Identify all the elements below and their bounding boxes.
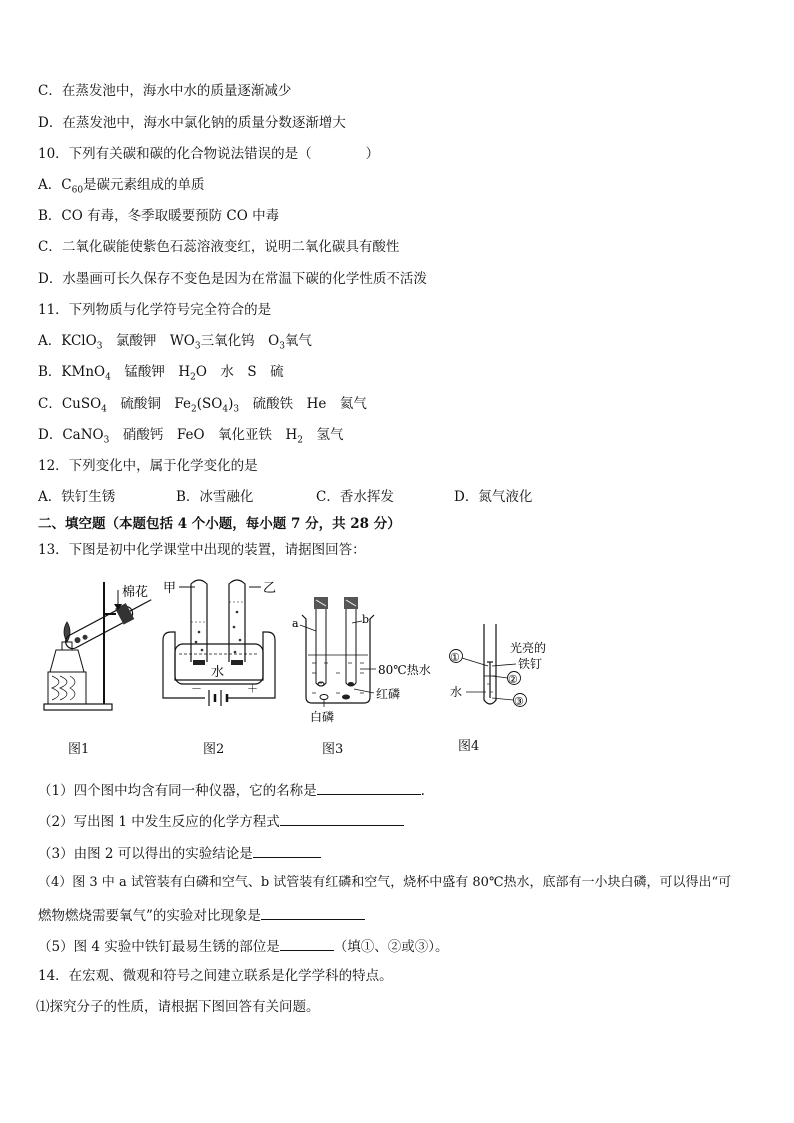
q9-option-d: D．在蒸发池中，海水中氯化钠的质量分数逐渐增大 [38,115,346,131]
q9-option-c: C．在蒸发池中，海水中水的质量逐渐减少 [38,83,292,99]
fig4-bright-label-2: 铁钉 [518,657,543,671]
q12-stem: 12．下列变化中，属于化学变化的是 [38,458,258,474]
q12-option-a: A．铁钉生锈 [38,489,116,505]
q13-stem: 13．下图是初中化学课堂中出现的装置，请据图回答： [38,542,366,558]
q13-sub3-blank[interactable] [253,843,321,858]
q12-option-c: C．香水挥发 [316,489,394,505]
fig3-hot-water-label: 80℃热水 [378,663,431,677]
q13-sub5: （5）图 4 实验中铁钉最易生锈的部位是 （填①、②或③）。 [38,936,449,956]
q13-sub4-blank[interactable] [261,905,365,920]
q12-options [38,488,532,506]
fig2-jia-label: 甲 [163,581,177,596]
section-heading: 二、填空题（本题包括 4 个小题，每小题 7 分，共 28 分） [38,516,401,532]
q11-option-c: C．CuSO$_4$ 硫酸铜 $Fe_2(SO_4)_3$ 硫酸铁 He 氦气 [38,396,367,415]
q11-option-d: D．CaNO$_3$ 硝酸钙 FeO 氧化亚铁 $H_2$ 氢气 [38,427,344,446]
q10-option-a: A．$C_{60}$是碳元素组成的单质 [38,177,205,196]
fig4-water-label: 水 [450,685,463,699]
fig2-caption: 图2 [203,742,225,757]
figure-2-electrolysis [155,572,290,722]
q13-sub2: （2）写出图 1 中发生反应的化学方程式 [38,811,404,831]
q13-sub3: （3）由图 2 可以得出的实验结论是 [38,843,321,863]
q14-sub1: ⑴探究分子的性质，请根据下图回答有关问题。 [36,999,320,1015]
figure-1-heating-apparatus [40,572,160,722]
q13-sub5-blank[interactable] [280,936,334,951]
fig4-bright-label-1: 光亮的 [510,641,547,655]
q10-option-d: D．水墨画可长久保存不变色是因为在常温下碳的化学性质不活泼 [38,271,427,287]
fig2-water-label: 水 [211,665,225,680]
fig3-white-phosphorus-label: 白磷 [310,710,335,724]
q14-stem: 14．在宏观、微观和符号之间建立联系是化学学科的特点。 [38,968,393,984]
q13-sub2-blank[interactable] [280,811,404,826]
q11-option-a: A．KClO$_3$ 氯酸钾 $WO_3$三氧化钨 $O_3$氧气 [38,333,312,352]
fig2-minus-label: － [191,682,202,695]
fig1-cotton-label: 棉花 [122,585,149,600]
fig4-position-3: ③ [514,695,524,708]
fig1-caption: 图1 [68,742,90,757]
fig2-plus-label: ＋ [247,682,258,695]
fig3-b-label: b [362,613,370,626]
q11-option-b: B．KMnO$_4$ 锰酸钾 $H_2O$ 水 S 硫 [38,364,284,383]
q10-option-b: B．CO 有毒，冬季取暖要预防 CO 中毒 [38,208,280,224]
q12-option-d: D．氮气液化 [454,489,533,505]
q13-sub1: （1）四个图中均含有同一种仪器，它的名称是 . [38,780,425,800]
fig4-position-2: ② [508,673,518,686]
fig4-caption: 图4 [458,739,480,754]
fig4-position-1: ① [450,651,460,664]
q13-sub4-line1: （4）图 3 中 a 试管装有白磷和空气、b 试管装有红磷和空气，烧杯中盛有 80℃热水，底部有一小块白磷，可以得出“可 [38,875,732,890]
fig3-red-phosphorus-label: 红磷 [376,687,401,701]
q13-sub4-line2: 燃物燃烧需要氧气”的实验对比现象是 [38,905,365,925]
q10-stem: 10．下列有关碳和碳的化合物说法错误的是（ ） [38,146,380,162]
q12-option-b: B．冰雪融化 [176,489,254,505]
q10-option-c: C．二氧化碳能使紫色石蕊溶液变红，说明二氧化碳具有酸性 [38,239,400,255]
q13-sub1-blank[interactable] [317,780,421,795]
fig2-yi-label: 乙 [263,581,277,596]
fig3-a-label: a [292,617,299,630]
figure-3-combustion [290,585,450,730]
fig3-caption: 图3 [322,742,344,757]
q11-stem: 11．下列物质与化学符号完全符合的是 [38,302,272,318]
figure-4-iron-nail [446,622,566,722]
